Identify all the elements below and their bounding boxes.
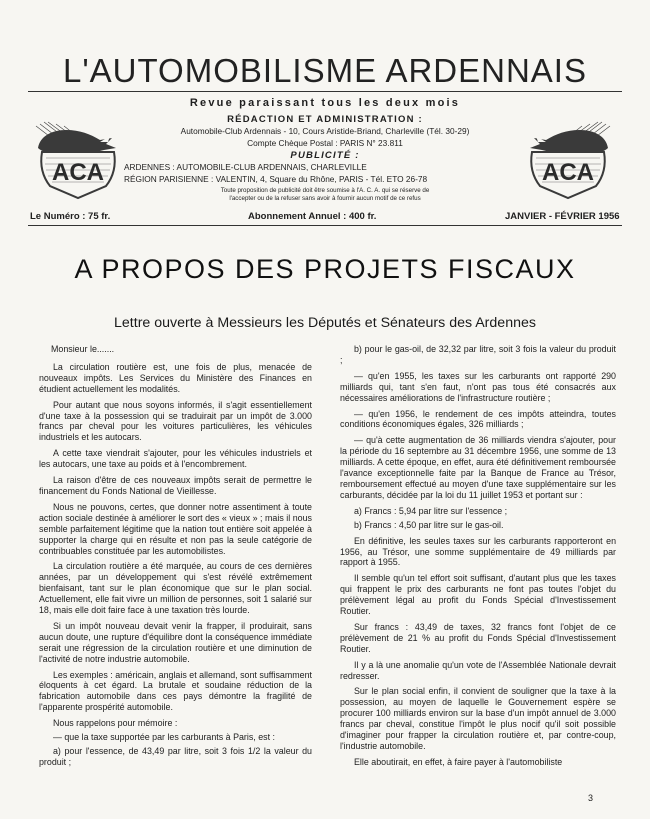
paragraph: Elle aboutirait, en effet, à faire payer à l'automobiliste bbox=[354, 756, 563, 767]
article-column-left bbox=[39, 344, 312, 773]
paragraph: La circulation routière a été marquée, au cours de ces dernières années, par un développement qui s'est révélé extrêmement bienfaisant, tant sur le plan économique que sur le plan social. Actuellement, elle fait vivre un million de personnes, soit 1 salarié sur 18, mais elle doit faire face à une taxation très lourde. bbox=[39, 561, 312, 616]
paragraph: — que la taxe supportée par les carburants à Paris, est : bbox=[53, 732, 275, 743]
redaction-heading: RÉDACTION ET ADMINISTRATION : bbox=[227, 114, 423, 125]
paragraph: — qu'à cette augmentation de 36 milliards viendra s'ajouter, pour la période du 16 septembre au 31 décembre 1956, une somme de 13 milliards. A cette époque, en effet, aura été définitivement remboursée l'avance exceptionnelle faite par la Banque de France au Trésor, remboursement effectué au moyen d'une taxe supplémentaire sur les carburants, décidée par la loi du 11 juillet 1953 et portant sur : bbox=[340, 435, 616, 500]
publicite-heading: PUBLICITÉ : bbox=[290, 150, 360, 161]
article-subtitle: Lettre ouverte à Messieurs les Députés et Sénateurs des Ardennes bbox=[114, 315, 536, 331]
publicite-notice-1: Toute proposition de publicité doit être soumise à l'A. C. A. qui se réserve de bbox=[220, 187, 430, 194]
paragraph: Sur francs : 43,49 de taxes, 32 francs font l'objet de ce prélèvement de 21 % au profit du Fonds Spécial d'Investissement Routier. bbox=[340, 621, 616, 654]
issue-date: JANVIER - FÉVRIER 1956 bbox=[505, 211, 620, 222]
paragraph: Si un impôt nouveau devait venir la frapper, il produirait, sans aucun doute, une rupture d'équilibre dont la conséquence immédiate serait une régression de la circulation routière et une diminution de l'activité de notre industrie automobile. bbox=[39, 620, 312, 664]
masthead-rule bbox=[28, 91, 622, 92]
redaction-address: Automobile-Club Ardennais - 10, Cours Aristide-Briand, Charleville (Tél. 30-29) bbox=[180, 126, 470, 136]
paragraph: Il semble qu'un tel effort soit suffisant, d'autant plus que les taxes qui frappent le prix des carburants ne font pas toutes l'objet du prélèvement légal au profit du Fonds Spécial d'Investissement Routier. bbox=[340, 573, 616, 617]
publicite-notice-2: l'accepter ou de la refuser sans avoir à fournir aucun motif de ce refus bbox=[229, 194, 421, 202]
paragraph: Sur le plan social enfin, il convient de souligner que la taxe à la possession, au moyen de laquelle le Gouvernement espère se procurer 100 milliards environ sur la base d'un impôt annuel de 3.000 francs par cheval, constitue l'impôt le plus nocif qu'il soit possible d'imaginer pour frapper la circulation routière et, par contre-coup, l'industrie automobile. bbox=[340, 686, 616, 751]
tagline: Revue paraissant tous les deux mois bbox=[189, 97, 461, 109]
subscription-price: Abonnement Annuel : 400 fr. bbox=[248, 211, 377, 222]
paragraph: Nous ne pouvons, certes, que donner notre assentiment à toute action sociale destinée à améliorer le sort des « vieux » ; mais il nous semble parfaitement légitime que la nation tout entière soit appelée à supporter la charge qui en résulte et non pas la seule catégorie de contribuables constituée par les automobilistes. bbox=[39, 501, 312, 556]
paragraph: A cette taxe viendrait s'ajouter, pour les véhicules industriels et les autocars, une taxe au poids et à l'encombrement. bbox=[39, 448, 312, 470]
masthead-title: L'AUTOMOBILISME ARDENNAIS bbox=[63, 52, 587, 89]
article-column-right bbox=[340, 344, 616, 773]
paragraph: — qu'en 1955, les taxes sur les carburants ont rapporté 290 milliards qui, tant s'en faut, n'ont pas tous été consacrés aux nécessaires améliorations de l'infrastructure routière ; bbox=[340, 370, 616, 403]
paragraph: La circulation routière est, une fois de plus, menacée de nouveaux impôts. Les Services du Ministère des Finances en étudient actuellement les modalités. bbox=[39, 361, 312, 394]
aca-boar-logo-left-icon bbox=[30, 118, 126, 200]
paragraph: a) Francs : 5,94 par litre sur l'essence ; bbox=[354, 505, 508, 516]
issue-price: Le Numéro : 75 fr. bbox=[30, 211, 111, 222]
paragraph: — qu'en 1956, le rendement de ces impôts atteindra, toutes conditions économiques égales, 326 milliards ; bbox=[340, 408, 616, 430]
greeting: Monsieur le....... bbox=[51, 344, 115, 354]
page-number: 3 bbox=[588, 793, 594, 803]
paragraph: Les exemples : américain, anglais et allemand, sont suffisamment éloquents à cet égard. La brutale et soudaine réduction de la fabrication automobile dans ces pays démontre la fragilité de l'apparente prospérité automobile. bbox=[39, 669, 312, 713]
paragraph: Pour autant que nous soyons informés, il s'agit essentiellement d'une taxe à la possession qui se traduirait par un impôt de 3.000 francs par cheval pour les voitures particulières, les véhicules industriels et les autocars. bbox=[39, 399, 312, 443]
paragraph: Il y a là une anomalie qu'un vote de l'Assemblée Nationale devrait redresser. bbox=[340, 659, 616, 681]
publicite-ardennes: ARDENNES : AUTOMOBILE-CLUB ARDENNAIS, CHARLEVILLE bbox=[124, 162, 367, 172]
paragraph: a) pour l'essence, de 43,49 par litre, soit 3 fois 1/2 la valeur du produit ; bbox=[39, 746, 312, 767]
header-bottom-rule bbox=[28, 225, 622, 226]
paragraph: En définitive, les seules taxes sur les carburants rapporteront en 1956, au Trésor, une somme supplémentaire de 49 milliards par rapport à 1955. bbox=[340, 535, 616, 568]
logo-text-right: ACA bbox=[542, 159, 594, 186]
paragraph: b) pour le gas-oil, de 32,32 par litre, soit 3 fois la valeur du produit ; bbox=[340, 344, 616, 365]
publicite-paris: RÉGION PARISIENNE : VALENTIN, 4, Square du Rhône, PARIS - Tél. ETO 26-78 bbox=[124, 173, 428, 184]
paragraph: La raison d'être de ces nouveaux impôts serait de permettre le financement du Fonds National de Vieillesse. bbox=[39, 475, 312, 496]
article-title: A PROPOS DES PROJETS FISCAUX bbox=[74, 254, 576, 284]
paragraph: b) Francs : 4,50 par litre sur le gas-oil. bbox=[354, 519, 504, 530]
logo-text-left: ACA bbox=[52, 159, 104, 186]
masthead-info bbox=[120, 113, 530, 202]
aca-boar-logo-right-icon bbox=[520, 118, 616, 200]
compte-cheque: Compte Chèque Postal : PARIS N° 23.811 bbox=[247, 137, 403, 148]
paragraph: Nous rappelons pour mémoire : bbox=[53, 718, 178, 729]
